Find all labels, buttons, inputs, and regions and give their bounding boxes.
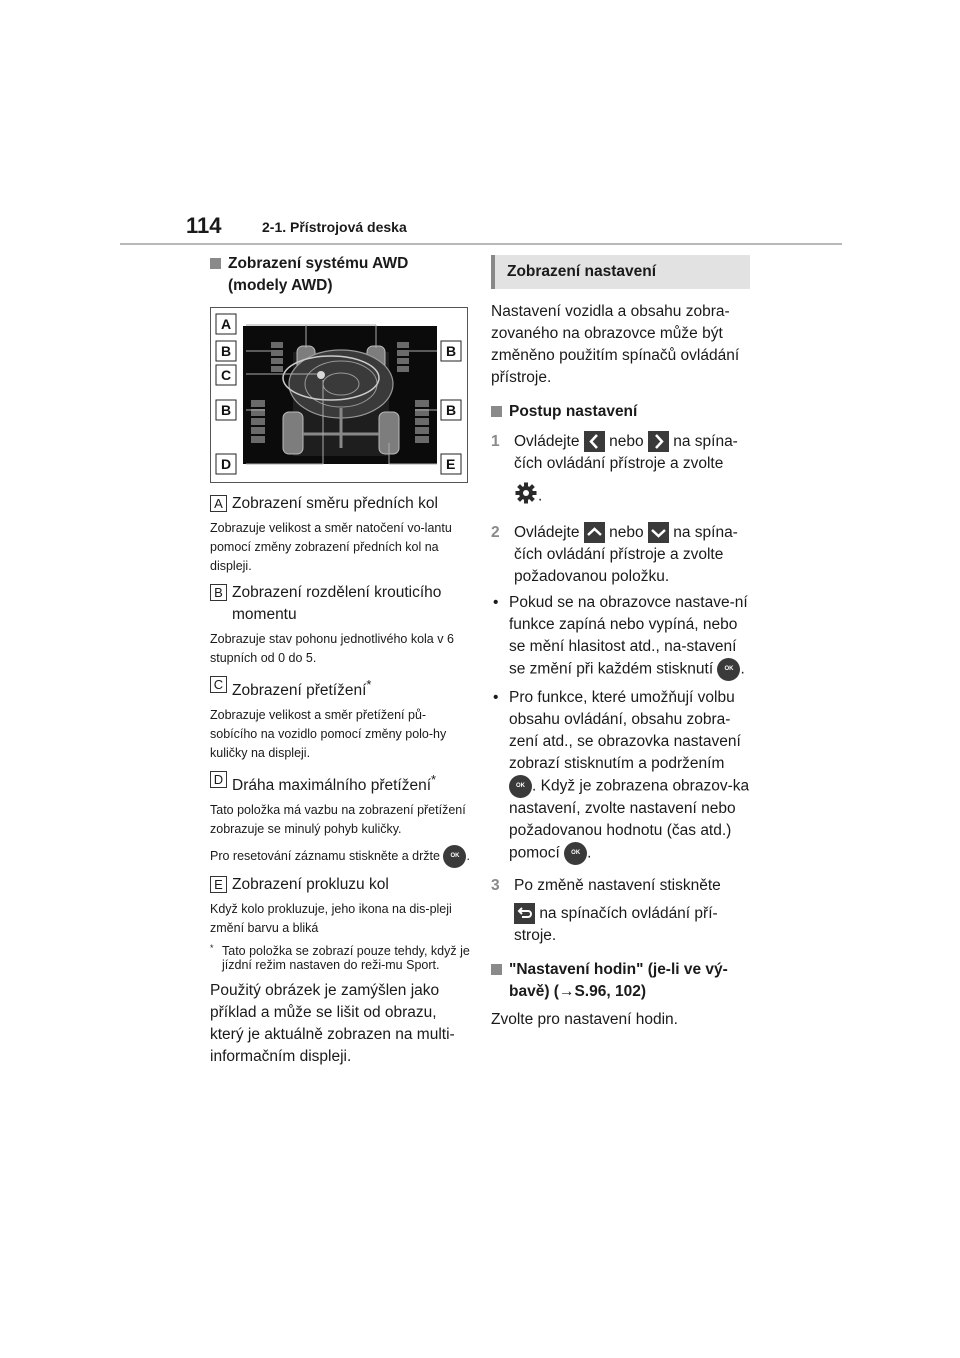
item-c-desc: Zobrazuje velikost a směr přetížení pů-sobícího na vozidlo pomocí změny polo-hy kuličky na displeji.	[210, 708, 447, 761]
item-e-letter: E	[210, 876, 227, 893]
step-1-text-c: na spína-čích ovládání přístroje a zvolte	[514, 433, 738, 472]
bullet-hold-note	[491, 687, 751, 865]
bullet-2-text-a: Pro funkce, které umožňují volbu obsahu ovládání, obsahu zobra-zení atd., se obrazovka nastavení zobrazí stisknutím a podržením	[509, 689, 741, 772]
item-b-desc: Zobrazuje stav pohonu jednotlivého kola v 6 stupních od 0 do 5.	[210, 632, 454, 665]
item-d-letter: D	[210, 771, 227, 788]
settings-display-heading: Zobrazení nastavení	[491, 255, 750, 289]
footnote	[210, 944, 470, 972]
ok-button-icon: OK	[564, 842, 587, 865]
step-2-text-a: Ovládejte	[514, 524, 580, 541]
item-c-heading	[210, 674, 470, 702]
ok-button-icon: OK	[443, 845, 466, 868]
step-1-number: 1	[491, 433, 500, 450]
chevron-right-icon	[648, 431, 669, 452]
item-c-letter: C	[210, 676, 227, 693]
step-2	[491, 522, 751, 588]
bullet-2-end: .	[587, 844, 592, 862]
footnote-text: Tato položka se zobrazí pouze tehdy, když je jízdní režim nastaven do reži-mu Sport.	[222, 944, 470, 973]
ok-button-icon: OK	[717, 658, 740, 681]
bullet-toggle-note	[491, 592, 751, 681]
item-e-desc: Když kolo prokluzuje, jeho ikona na dis-pleji změní barvu a bliká	[210, 902, 452, 936]
chevron-down-icon	[648, 522, 669, 543]
chevron-up-icon	[584, 522, 605, 543]
item-c-title: Zobrazení přetížení	[232, 682, 367, 700]
procedure-heading: Postup nastavení	[491, 401, 751, 423]
section-title: 2-1. Přístrojová deska	[262, 219, 407, 235]
right-column	[491, 255, 751, 1031]
figure-label-d: D	[221, 456, 232, 472]
settings-intro: Nastavení vozidla a obsahu zobra-zovaného na obrazovce může být změněno použitím spínačů ovládání přístroje.	[491, 303, 740, 386]
left-closing-paragraph: Použitý obrázek je zamýšlen jako příklad a může se lišit od obrazu, který je aktuálně zobrazen na multi-informačním displeji.	[210, 982, 455, 1066]
figure-label-b-right-bottom: B	[446, 402, 457, 418]
page-number: 114	[186, 213, 222, 238]
step-3-number: 3	[491, 877, 500, 894]
item-d-heading	[210, 769, 470, 797]
awd-display-illustration	[211, 308, 467, 482]
ok-button-icon: OK	[509, 775, 532, 798]
step-3-text-a: Po změně nastavení stiskněte	[514, 877, 721, 894]
item-d-reset-text: Pro resetování záznamu stiskněte a držte	[210, 849, 440, 864]
bullet-1-text: Pokud se na obrazovce nastave-ní funkce zapíná nebo vypíná, nebo se mění hlasitost atd., na-stavení se změní při každém stisknutí	[509, 594, 748, 678]
step-3	[491, 875, 751, 947]
step-2-number: 2	[491, 524, 500, 541]
back-arrow-icon	[514, 903, 535, 924]
item-a-heading	[210, 493, 470, 515]
figure-label-b-left-top: B	[221, 343, 232, 359]
awd-display-figure	[210, 307, 468, 483]
step-2-text-c: na spína-čích ovládání přístroje a zvolte požadovanou položku.	[514, 524, 738, 585]
item-b-title: Zobrazení rozdělení krouticího momentu	[232, 584, 442, 623]
step-2-text-b: nebo	[609, 524, 644, 541]
bullet-1-end: .	[740, 660, 745, 678]
awd-heading-line1: Zobrazení systému AWD	[228, 255, 409, 272]
step-1	[491, 431, 751, 512]
clock-settings-heading: "Nastavení hodin" (je-li ve vý-bavě) (→S.96, 102)	[491, 959, 751, 1003]
gear-icon	[514, 481, 538, 512]
item-e-title: Zobrazení prokluzu kol	[232, 876, 389, 894]
bullet-2-text-b: . Když je zobrazena obrazov-ka nastavení, zvolte nastavení nebo požadovanou hodnotu (čas atd.) pomocí	[509, 777, 750, 862]
awd-heading-line2: (modely AWD)	[228, 277, 333, 294]
step-1-text-a: Ovládejte	[514, 433, 580, 450]
header-divider	[120, 243, 842, 245]
step-1-text-d: .	[538, 487, 543, 505]
step-3-text-b: na spínačích ovládání pří-stroje.	[514, 905, 718, 944]
figure-label-e: E	[446, 456, 456, 472]
item-d-footnote-mark: *	[431, 772, 437, 788]
item-b-letter: B	[210, 584, 227, 601]
figure-label-a: A	[221, 316, 232, 332]
footnote-mark: *	[210, 943, 214, 954]
item-e-heading	[210, 874, 470, 896]
item-b-heading	[210, 582, 470, 626]
figure-label-b-left-bottom: B	[221, 402, 232, 418]
item-c-footnote-mark: *	[366, 677, 372, 692]
item-a-letter: A	[210, 495, 227, 512]
figure-label-b-right-top: B	[446, 343, 457, 359]
item-d-reset-end: .	[466, 849, 470, 864]
awd-heading	[210, 253, 470, 297]
chevron-left-icon	[584, 431, 605, 452]
item-a-title: Zobrazení směru předních kol	[232, 495, 438, 512]
item-d-reset-note	[210, 845, 470, 868]
item-a-desc: Zobrazuje velikost a směr natočení vo-lantu pomocí změny zobrazení předních kol na displeji.	[210, 521, 452, 573]
clock-settings-text: Zvolte pro nastavení hodin.	[491, 1011, 678, 1028]
step-1-text-b: nebo	[609, 433, 644, 450]
left-column	[210, 253, 470, 1068]
item-d-desc: Tato položka má vazbu na zobrazení přetížení zobrazuje se minulý pohyb kuličky.	[210, 803, 466, 837]
item-d-title: Dráha maximálního přetížení	[232, 777, 432, 795]
figure-label-c: C	[221, 367, 232, 383]
